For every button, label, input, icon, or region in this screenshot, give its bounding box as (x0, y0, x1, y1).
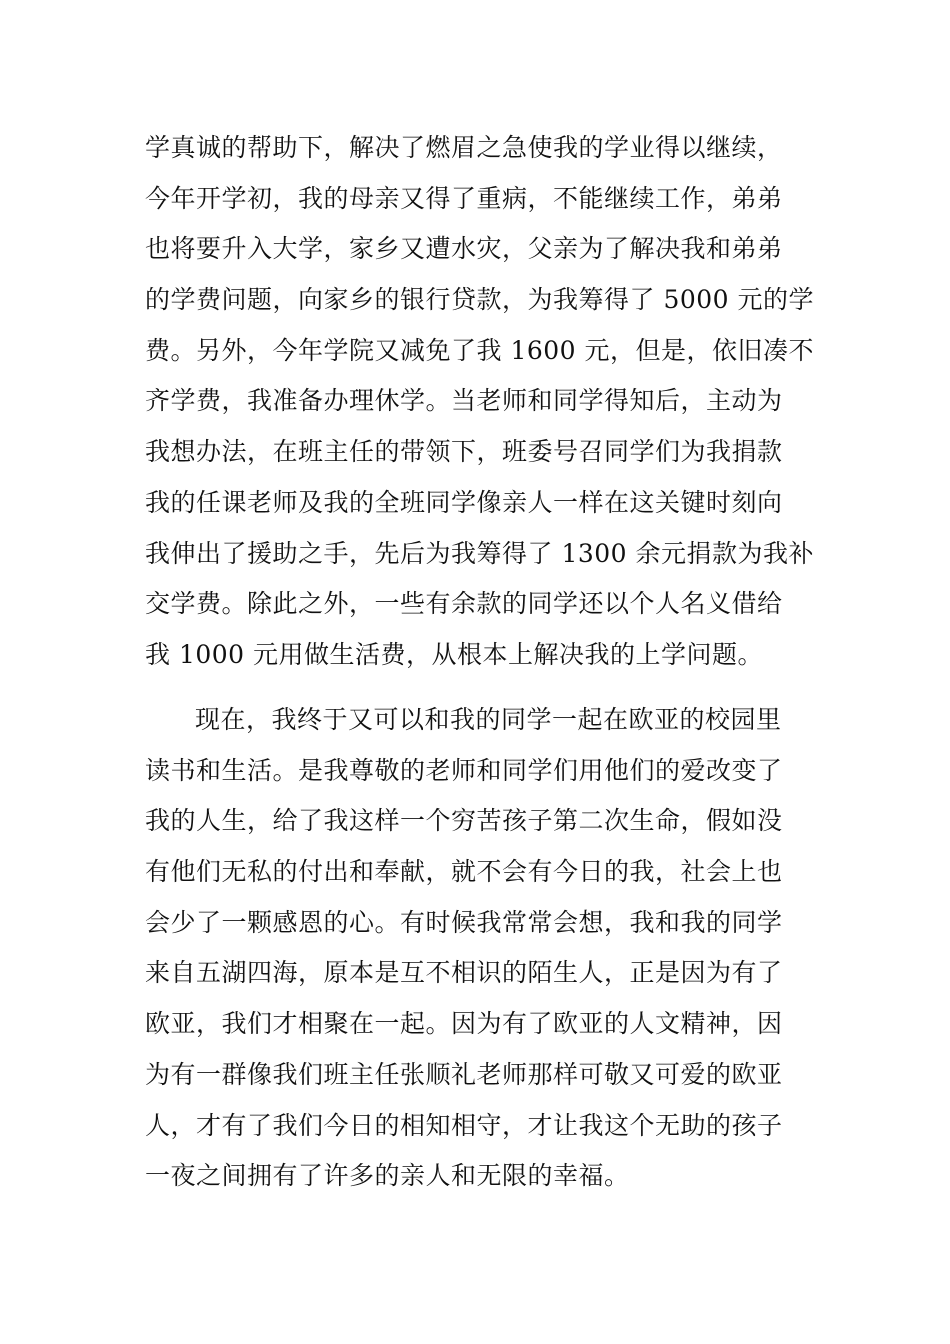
paragraph-line: 会少了一颗感恩的心。有时候我常常会想，我和我的同学 (145, 907, 783, 937)
paragraph-line: 我的任课老师及我的全班同学像亲人一样在这关键时刻向 (145, 487, 783, 517)
paragraph-line: 齐学费，我准备办理休学。当老师和同学得知后，主动为 (145, 386, 783, 416)
paragraph-first-line: 现在，我终于又可以和我的同学一起在欧亚的校园里 (195, 705, 782, 734)
paragraph-line: 费。另外，今年学院又减免了我 1600 元，但是，依旧凑不 (145, 335, 815, 365)
paragraph-line: 今年开学初，我的母亲又得了重病，不能继续工作，弟弟 (145, 183, 783, 213)
paragraph-line: 我伸出了援助之手，先后为我筹得了 1300 余元捐款为我补 (145, 538, 815, 568)
paragraph-line: 为有一群像我们班主任张顺礼老师那样可敬又可爱的欧亚 (145, 1059, 783, 1089)
paragraph-1 (145, 123, 825, 681)
paragraph-line: 交学费。除此之外，一些有余款的同学还以个人名义借给 (145, 589, 783, 619)
paragraph-line: 人，才有了我们今日的相知相守，才让我这个无助的孩子 (145, 1110, 783, 1140)
paragraph-line: 有他们无私的付出和奉献，就不会有今日的我，社会上也 (145, 857, 783, 887)
paragraph-line: 读书和生活。是我尊敬的老师和同学们用他们的爱改变了 (145, 755, 783, 785)
paragraph-2 (145, 695, 825, 1202)
paragraph-line: 我 1000 元用做生活费，从根本上解决我的上学问题。 (145, 639, 764, 669)
paragraph-line: 我的人生，给了我这样一个穷苦孩子第二次生命，假如没 (145, 806, 783, 836)
paragraph-line: 欧亚，我们才相聚在一起。因为有了欧亚的人文精神，因 (145, 1009, 783, 1039)
paragraph-line: 来自五湖四海，原本是互不相识的陌生人，正是因为有了 (145, 958, 783, 988)
paragraph-line: 也将要升入大学，家乡又遭水灾，父亲为了解决我和弟弟 (145, 234, 783, 264)
paragraph-line: 我想办法，在班主任的带领下，班委号召同学们为我捐款 (145, 437, 783, 467)
paragraph-line: 一夜之间拥有了许多的亲人和无限的幸福。 (145, 1161, 630, 1191)
paragraph-line: 的学费问题，向家乡的银行贷款，为我筹得了 5000 元的学 (145, 285, 815, 315)
paragraph-line: 学真诚的帮助下，解决了燃眉之急使我的学业得以继续， (145, 133, 783, 162)
